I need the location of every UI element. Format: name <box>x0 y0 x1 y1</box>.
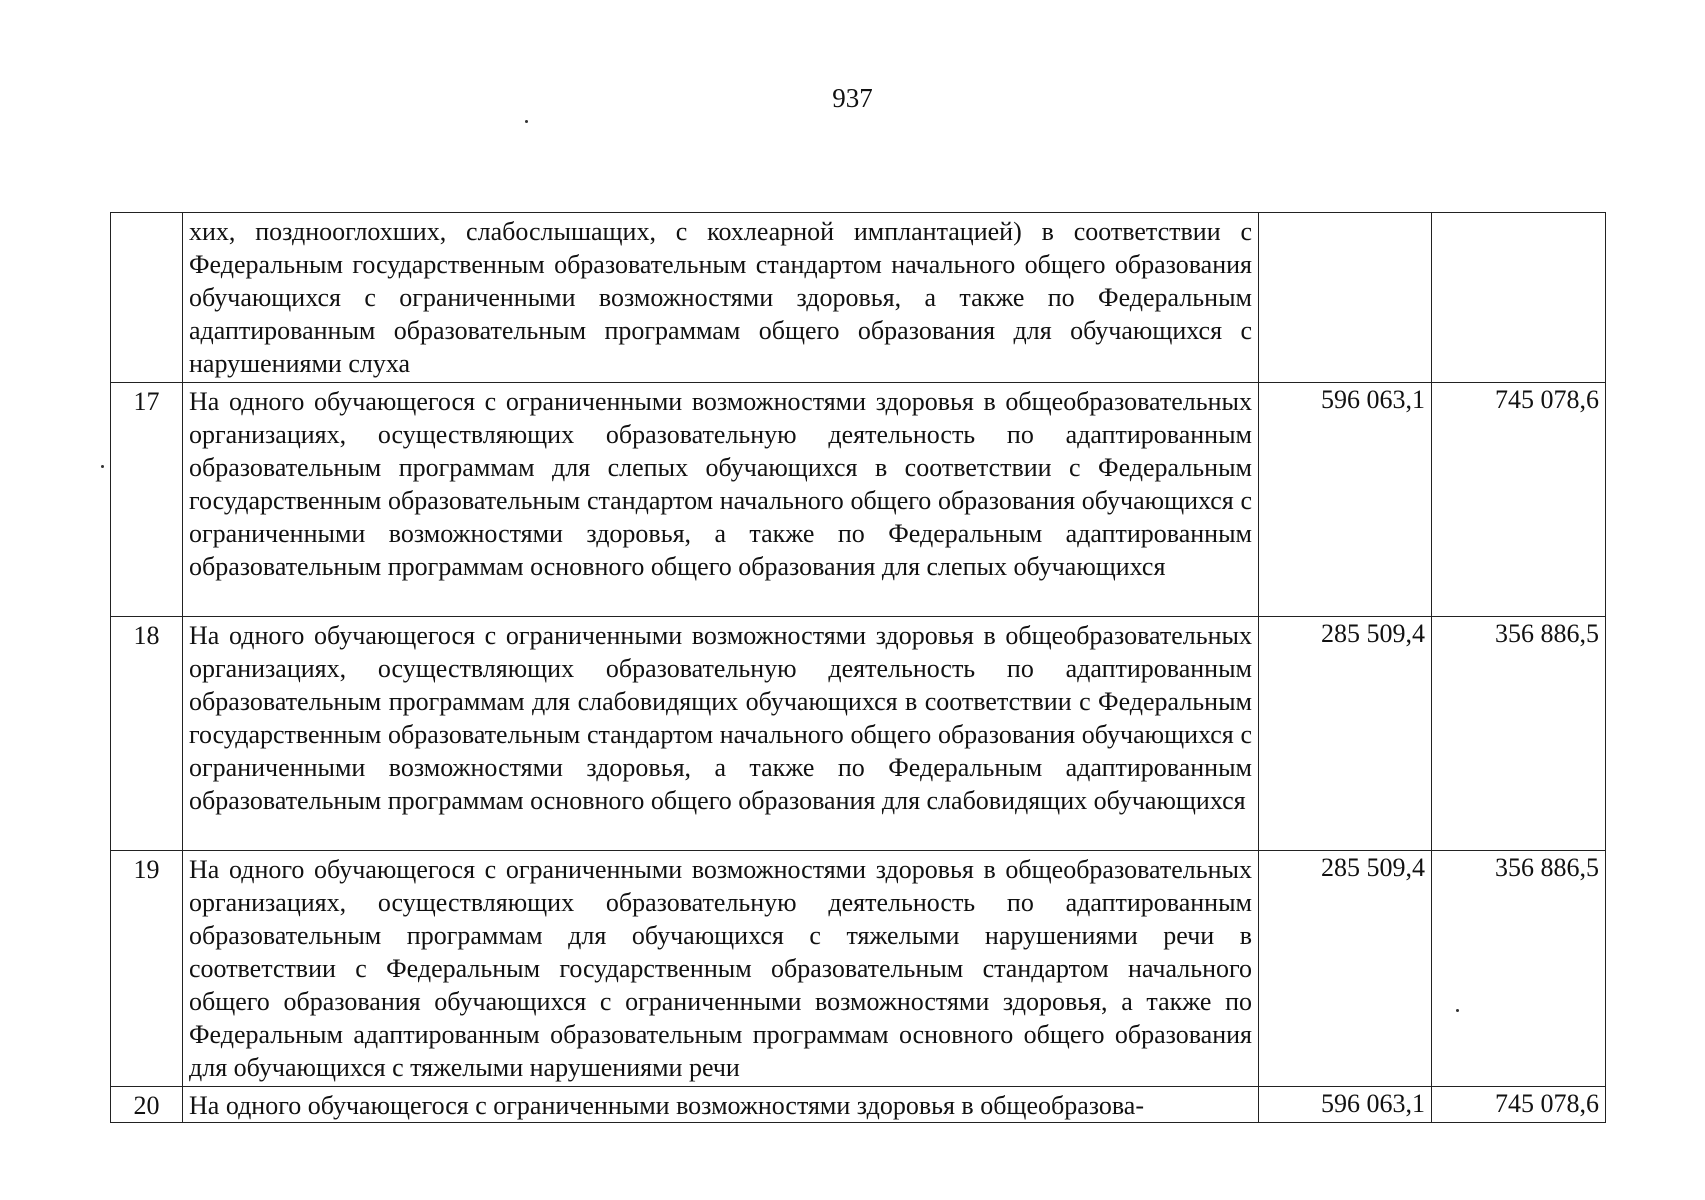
scan-speck <box>101 465 104 468</box>
allocation-table <box>110 212 1606 1123</box>
row-text <box>183 383 1259 617</box>
row-value-2 <box>1432 213 1606 383</box>
row-number: 19 <box>111 851 183 1087</box>
row-value-1: 596 063,1 <box>1259 383 1432 617</box>
table-row <box>111 213 1606 383</box>
page-number: 937 <box>832 83 873 113</box>
row-number: 20 <box>111 1087 183 1123</box>
row-text <box>183 1087 1259 1123</box>
row-text-content: На одного обучающегося с ограниченными возможностями здоровья в общеобразовательных организациях, осуществляющих образовательную деятельность по адаптированным образовательным программам для слепых обучающихся в соответствии с Федеральным государственным образовательным стандартом начального общего образования обучающихся с ограниченными возможностями здоровья, а также по Федеральным адаптированным образовательным программам основного общего образования для слепых обучающихся <box>189 387 1252 581</box>
row-number <box>111 213 183 383</box>
table-row <box>111 851 1606 1087</box>
table-row <box>111 1087 1606 1123</box>
row-value-1: 285 509,4 <box>1259 617 1432 851</box>
row-text-content: На одного обучающегося с ограниченными возможностями здоровья в общеобразова- <box>189 1091 1145 1120</box>
row-number: 18 <box>111 617 183 851</box>
table-row <box>111 617 1606 851</box>
row-text <box>183 851 1259 1087</box>
row-value-2: 356 886,5 <box>1432 617 1606 851</box>
row-text-content: хих, позднооглохших, слабослышащих, с кохлеарной имплантацией) в соответствии с Федеральным государственным образовательным стандартом начального общего образования обучающихся с ограниченными возможностями здоровья, а также по Федеральным адаптированным образовательным программам общего образования для обучающихся с нарушениями слуха <box>189 217 1252 378</box>
scan-speck <box>1456 1009 1459 1012</box>
row-text-content: На одного обучающегося с ограниченными возможностями здоровья в общеобразовательных организациях, осуществляющих образовательную деятельность по адаптированным образовательным программам для слабовидящих обучающихся в соответствии с Федеральным государственным образовательным стандартом начального общего образования обучающихся с ограниченными возможностями здоровья, а также по Федеральным адаптированным образовательным программам основного общего образования для слабовидящих обучающихся <box>189 621 1252 815</box>
table-row <box>111 383 1606 617</box>
row-text <box>183 617 1259 851</box>
row-value-2: 745 078,6 <box>1432 383 1606 617</box>
row-text <box>183 213 1259 383</box>
row-value-1: 596 063,1 <box>1259 1087 1432 1123</box>
row-value-2: 356 886,5 <box>1432 851 1606 1087</box>
row-value-1 <box>1259 213 1432 383</box>
row-number: 17 <box>111 383 183 617</box>
row-text-content: На одного обучающегося с ограниченными возможностями здоровья в общеобразовательных организациях, осуществляющих образовательную деятельность по адаптированным образовательным программам для обучающихся с тяжелыми нарушениями речи в соответствии с Федеральным государственным образовательным стандартом начального общего образования обучающихся с ограниченными возможностями здоровья, а также по Федеральным адаптированным образовательным программам основного общего образования для обучающихся с тяжелыми нарушениями речи <box>189 855 1252 1082</box>
scan-speck <box>525 120 528 123</box>
row-value-2: 745 078,6 <box>1432 1087 1606 1123</box>
row-value-1: 285 509,4 <box>1259 851 1432 1087</box>
